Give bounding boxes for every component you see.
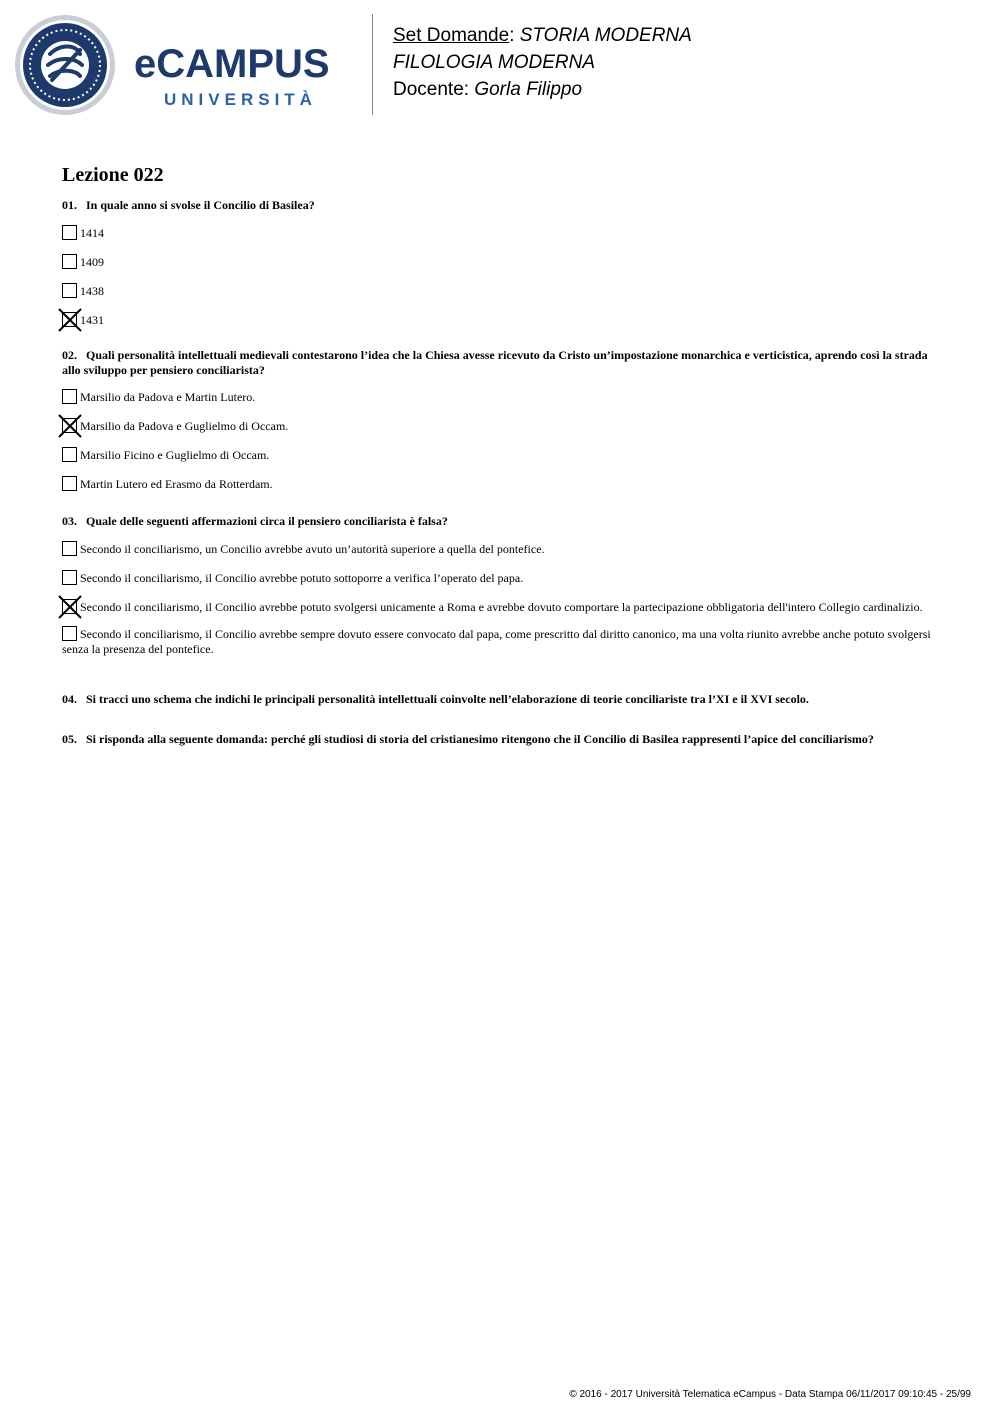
docente-line bbox=[393, 76, 692, 103]
answer-option[interactable]: Martin Lutero ed Erasmo da Rotterdam. bbox=[62, 476, 942, 492]
question-03 bbox=[62, 514, 942, 657]
checkbox[interactable] bbox=[62, 283, 77, 298]
question-text: 03. Quale delle seguenti affermazioni circa il pensiero conciliarista è falsa? bbox=[62, 514, 448, 528]
question-02 bbox=[62, 348, 942, 492]
header-info bbox=[393, 22, 692, 103]
answer-option[interactable]: Marsilio da Padova e Martin Lutero. bbox=[62, 389, 942, 405]
checkbox[interactable] bbox=[62, 447, 77, 462]
question-number: 03. bbox=[62, 514, 77, 528]
checkbox-checked[interactable] bbox=[62, 312, 77, 327]
page-footer: © 2016 - 2017 Università Telematica eCampus - Data Stampa 06/11/2017 09:10:45 - 25/99 bbox=[569, 1389, 971, 1400]
docente-name: Gorla Filippo bbox=[474, 79, 583, 100]
docente-label: Docente: bbox=[393, 79, 470, 100]
question-text: 05. Si risponda alla seguente domanda: perché gli studiosi di storia del cristianesimo ritengono che il Concilio di Basilea rappresenti l’apice del conciliarismo? bbox=[62, 732, 874, 746]
answer-option[interactable]: Secondo il conciliarismo, il Concilio avrebbe sempre dovuto essere convocato dal papa, come prescritto dal diritto canonico, ma una volta riunito avrebbe anche potuto svolgersi senza la presenza del pontefice. bbox=[62, 627, 931, 656]
checkbox[interactable] bbox=[62, 389, 77, 404]
set-value: STORIA MODERNA bbox=[519, 25, 692, 46]
check-x-icon bbox=[57, 307, 83, 333]
checkbox[interactable] bbox=[62, 541, 77, 556]
answer-option[interactable]: Marsilio Ficino e Guglielmo di Occam. bbox=[62, 447, 942, 463]
answer-option-selected[interactable]: Marsilio da Padova e Guglielmo di Occam. bbox=[62, 418, 942, 434]
ecampus-logo bbox=[14, 14, 364, 114]
course-line bbox=[393, 49, 692, 76]
answer-option[interactable]: Secondo il conciliarismo, il Concilio avrebbe potuto sottoporre a verifica l’operato del papa. bbox=[62, 570, 942, 586]
checkbox[interactable] bbox=[62, 254, 77, 269]
answer-option[interactable]: 1438 bbox=[62, 283, 942, 299]
question-text: 01. In quale anno si svolse il Concilio di Basilea? bbox=[62, 198, 315, 212]
checkbox-checked[interactable] bbox=[62, 599, 77, 614]
question-text: 02. Quali personalità intellettuali medievali contestarono l’idea che la Chiesa avesse ricevuto da Cristo un’impostazione monarchica e verticistica, aprendo così la strada allo sviluppo per pensiero conciliarista? bbox=[62, 348, 928, 377]
check-x-icon bbox=[57, 413, 83, 439]
answer-option-selected[interactable]: Secondo il conciliarismo, il Concilio avrebbe potuto svolgersi unicamente a Roma e avrebbe dovuto comportare la partecipazione obbligatoria dell'intero Collegio cardinalizio. bbox=[62, 599, 942, 615]
answer-option[interactable]: 1414 bbox=[62, 225, 942, 241]
course-name: FILOLOGIA MODERNA bbox=[393, 52, 595, 73]
check-x-icon bbox=[57, 594, 83, 620]
brand-name: eCAMPUS bbox=[134, 42, 330, 86]
answer-option-selected[interactable]: 1431 bbox=[62, 312, 942, 328]
question-number: 02. bbox=[62, 348, 77, 362]
checkbox[interactable] bbox=[62, 225, 77, 240]
checkbox[interactable] bbox=[62, 626, 77, 641]
question-number: 05. bbox=[62, 732, 77, 746]
brand-subtitle: UNIVERSITÀ bbox=[164, 90, 317, 109]
header-divider bbox=[372, 14, 373, 115]
set-line: Set Domande: STORIA MODERNA bbox=[393, 25, 692, 46]
question-number: 01. bbox=[62, 198, 77, 212]
question-05 bbox=[62, 732, 942, 747]
lesson-title: Lezione 022 bbox=[62, 164, 164, 186]
question-number: 04. bbox=[62, 692, 77, 706]
seal-icon bbox=[14, 14, 116, 116]
question-text: 04. Si tracci uno schema che indichi le principali personalità intellettuali coinvolte nell’elaborazione di teorie conciliariste tra l’XI e il XVI secolo. bbox=[62, 692, 809, 706]
set-label: Set Domande bbox=[393, 25, 510, 46]
question-01 bbox=[62, 198, 942, 328]
checkbox[interactable] bbox=[62, 476, 77, 491]
checkbox[interactable] bbox=[62, 570, 77, 585]
answer-option[interactable]: 1409 bbox=[62, 254, 942, 270]
answer-option[interactable]: Secondo il conciliarismo, un Concilio avrebbe avuto un’autorità superiore a quella del pontefice. bbox=[62, 541, 942, 557]
checkbox-checked[interactable] bbox=[62, 418, 77, 433]
question-04 bbox=[62, 692, 942, 707]
